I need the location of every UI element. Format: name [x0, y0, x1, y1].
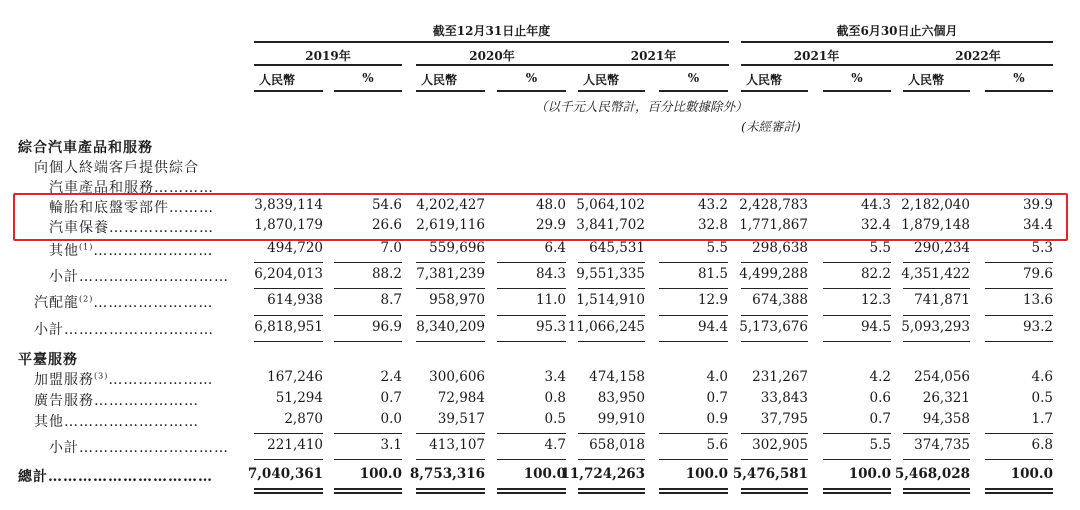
cell-percent: 79.6 [1022, 266, 1053, 282]
cell-amount: 741,871 [914, 292, 970, 308]
section-integrated-sub1: 向個人終端客戶提供綜合 [34, 160, 199, 176]
cell-amount: 39,517 [437, 411, 485, 427]
row-label: 小計………………………… [49, 269, 229, 285]
cell-amount: 474,158 [589, 369, 645, 385]
cell-percent: 0.6 [869, 390, 891, 406]
cell-amount: 9,551,335 [576, 266, 645, 282]
cell-percent: 0.7 [869, 411, 891, 427]
cell-amount: 167,246 [267, 369, 323, 385]
cell-amount: 1,771,867 [739, 217, 808, 233]
cell-amount: 1,879,148 [901, 217, 970, 233]
cell-amount: 72,984 [437, 390, 485, 406]
section-platform-title: 平臺服務 [18, 352, 78, 368]
cell-amount: 6,818,951 [254, 319, 323, 335]
cell-amount: 99,910 [597, 411, 645, 427]
cell-percent: 12.3 [860, 292, 891, 308]
total-percent: 100.0 [685, 466, 728, 482]
cell-percent: 48.0 [535, 197, 566, 213]
cell-amount: 4,351,422 [901, 266, 970, 282]
row-label: 小計………………………… [34, 322, 214, 338]
cell-percent: 26.6 [371, 217, 402, 233]
cell-percent: 39.9 [1022, 197, 1053, 213]
cell-amount: 231,267 [752, 369, 808, 385]
unit-note: （以千元人民幣計，百分比數據除外） [535, 99, 748, 114]
cell-percent: 2.4 [380, 369, 402, 385]
cell-amount: 559,696 [429, 240, 485, 256]
cell-percent: 44.3 [860, 197, 891, 213]
col-rmb-header: 人民幣 [908, 73, 945, 87]
cell-amount: 300,606 [429, 369, 485, 385]
col-rmb-header: 人民幣 [421, 73, 458, 87]
year-2020: 2020年 [469, 49, 515, 63]
total-percent: 100.0 [848, 466, 891, 482]
total-amount: 5,468,028 [894, 466, 970, 482]
cell-percent: 4.0 [706, 369, 728, 385]
cell-percent: 43.2 [697, 197, 728, 213]
cell-amount: 2,619,116 [416, 217, 485, 233]
cell-percent: 95.3 [535, 319, 566, 335]
year-2022-half: 2022年 [955, 49, 1001, 63]
cell-amount: 658,018 [589, 437, 645, 453]
row-label: 輪胎和底盤零部件……… [49, 200, 214, 216]
cell-percent: 0.0 [380, 411, 402, 427]
row-label: 加盟服務$^{(3)}$………………… [34, 371, 214, 388]
col-pct-header: % [525, 71, 538, 85]
row-label: 汽配龍$^{(2)}$…………………… [34, 294, 214, 311]
cell-percent: 5.5 [869, 437, 891, 453]
cell-percent: 84.3 [535, 266, 566, 282]
cell-amount: 51,294 [275, 390, 323, 406]
cell-percent: 0.8 [544, 390, 566, 406]
year-2021-half: 2021年 [793, 49, 840, 63]
cell-percent: 8.7 [380, 292, 402, 308]
cell-percent: 0.5 [1031, 390, 1053, 406]
cell-percent: 13.6 [1022, 292, 1053, 308]
cell-amount: 26,321 [922, 390, 970, 406]
cell-amount: 1,514,910 [576, 292, 645, 308]
cell-percent: 5.3 [1031, 240, 1053, 256]
cell-amount: 33,843 [760, 390, 808, 406]
cell-amount: 254,056 [914, 369, 970, 385]
col-pct-header: % [1013, 71, 1025, 85]
cell-amount: 8,340,209 [416, 319, 485, 335]
cell-percent: 0.9 [706, 411, 728, 427]
row-label: 廣告服務………………… [34, 393, 199, 409]
cell-amount: 221,410 [267, 437, 323, 453]
cell-percent: 5.6 [706, 437, 728, 453]
cell-amount: 3,841,702 [576, 217, 645, 233]
cell-amount: 83,950 [597, 390, 645, 406]
cell-percent: 88.2 [371, 266, 402, 282]
cell-percent: 6.8 [1031, 437, 1053, 453]
cell-percent: 54.6 [371, 197, 402, 213]
cell-amount: 5,093,293 [901, 319, 970, 335]
col-rmb-header: 人民幣 [746, 73, 783, 87]
section-integrated-title: 綜合汽車產品和服務 [18, 140, 153, 156]
year-2021: 2021年 [630, 49, 677, 63]
cell-percent: 96.9 [371, 319, 402, 335]
cell-percent: 32.8 [697, 217, 728, 233]
period-half-header: 截至6月30日止六個月 [836, 24, 958, 38]
cell-percent: 94.5 [860, 319, 891, 335]
cell-amount: 1,870,179 [254, 217, 323, 233]
cell-amount: 614,938 [267, 292, 323, 308]
cell-amount: 4,202,427 [416, 197, 485, 213]
total-percent: 100.0 [1010, 466, 1053, 482]
cell-amount: 11,066,245 [567, 319, 645, 335]
cell-amount: 2,870 [284, 411, 323, 427]
year-2019: 2019年 [305, 49, 351, 63]
cell-amount: 5,064,102 [576, 197, 645, 213]
total-amount: 8,753,316 [409, 466, 485, 482]
cell-percent: 93.2 [1022, 319, 1053, 335]
cell-percent: 29.9 [535, 217, 566, 233]
cell-percent: 12.9 [697, 292, 728, 308]
cell-amount: 4,499,288 [739, 266, 808, 282]
cell-percent: 5.5 [706, 240, 728, 256]
section-integrated-sub2: 汽車產品和服務………… [49, 180, 214, 196]
cell-amount: 2,428,783 [739, 197, 808, 213]
cell-percent: 4.2 [869, 369, 891, 385]
highlight-box [13, 193, 1068, 241]
cell-amount: 37,795 [760, 411, 808, 427]
total-percent: 100.0 [523, 466, 566, 482]
cell-percent: 4.6 [1031, 369, 1053, 385]
cell-percent: 81.5 [697, 266, 728, 282]
cell-amount: 674,388 [752, 292, 808, 308]
cell-percent: 34.4 [1022, 217, 1053, 233]
cell-amount: 298,638 [752, 240, 808, 256]
row-label: 其他$^{(1)}$…………………… [49, 242, 214, 259]
cell-amount: 5,173,676 [739, 319, 808, 335]
cell-percent: 82.2 [860, 266, 891, 282]
cell-amount: 494,720 [267, 240, 323, 256]
cell-percent: 0.7 [706, 390, 728, 406]
cell-amount: 290,234 [914, 240, 970, 256]
cell-percent: 3.1 [380, 437, 402, 453]
cell-percent: 11.0 [535, 292, 566, 308]
cell-amount: 2,182,040 [901, 197, 970, 213]
row-label: 汽車保養………………… [49, 220, 214, 236]
cell-amount: 645,531 [589, 240, 645, 256]
total-amount: 7,040,361 [247, 466, 323, 482]
cell-percent: 1.7 [1031, 411, 1053, 427]
cell-amount: 374,735 [914, 437, 970, 453]
cell-amount: 94,358 [922, 411, 970, 427]
col-rmb-header: 人民幣 [259, 73, 296, 87]
unaudited-note: (未經審計) [741, 119, 801, 134]
cell-amount: 6,204,013 [254, 266, 323, 282]
cell-percent: 0.7 [380, 390, 402, 406]
cell-percent: 4.7 [544, 437, 566, 453]
row-label: 小計………………………… [49, 440, 229, 456]
total-label: 總計…………………………… [18, 469, 213, 485]
cell-percent: 6.4 [544, 240, 566, 256]
total-amount: 11,724,263 [560, 466, 645, 482]
total-percent: 100.0 [359, 466, 402, 482]
cell-percent: 0.5 [544, 411, 566, 427]
cell-percent: 5.5 [869, 240, 891, 256]
col-pct-header: % [851, 71, 863, 85]
cell-amount: 413,107 [429, 437, 485, 453]
row-label: 其他……………………… [34, 414, 199, 430]
col-pct-header: % [362, 71, 374, 85]
period-full-header: 截至12月31日止年度 [432, 24, 551, 38]
cell-amount: 3,839,114 [254, 197, 323, 213]
col-rmb-header: 人民幣 [583, 73, 620, 87]
cell-amount: 7,381,239 [416, 266, 485, 282]
col-pct-header: % [687, 71, 700, 85]
total-amount: 5,476,581 [732, 466, 808, 482]
cell-percent: 94.4 [697, 319, 728, 335]
cell-amount: 958,970 [429, 292, 485, 308]
cell-percent: 3.4 [544, 369, 566, 385]
cell-percent: 7.0 [380, 240, 402, 256]
cell-percent: 32.4 [860, 217, 891, 233]
cell-amount: 302,905 [752, 437, 808, 453]
